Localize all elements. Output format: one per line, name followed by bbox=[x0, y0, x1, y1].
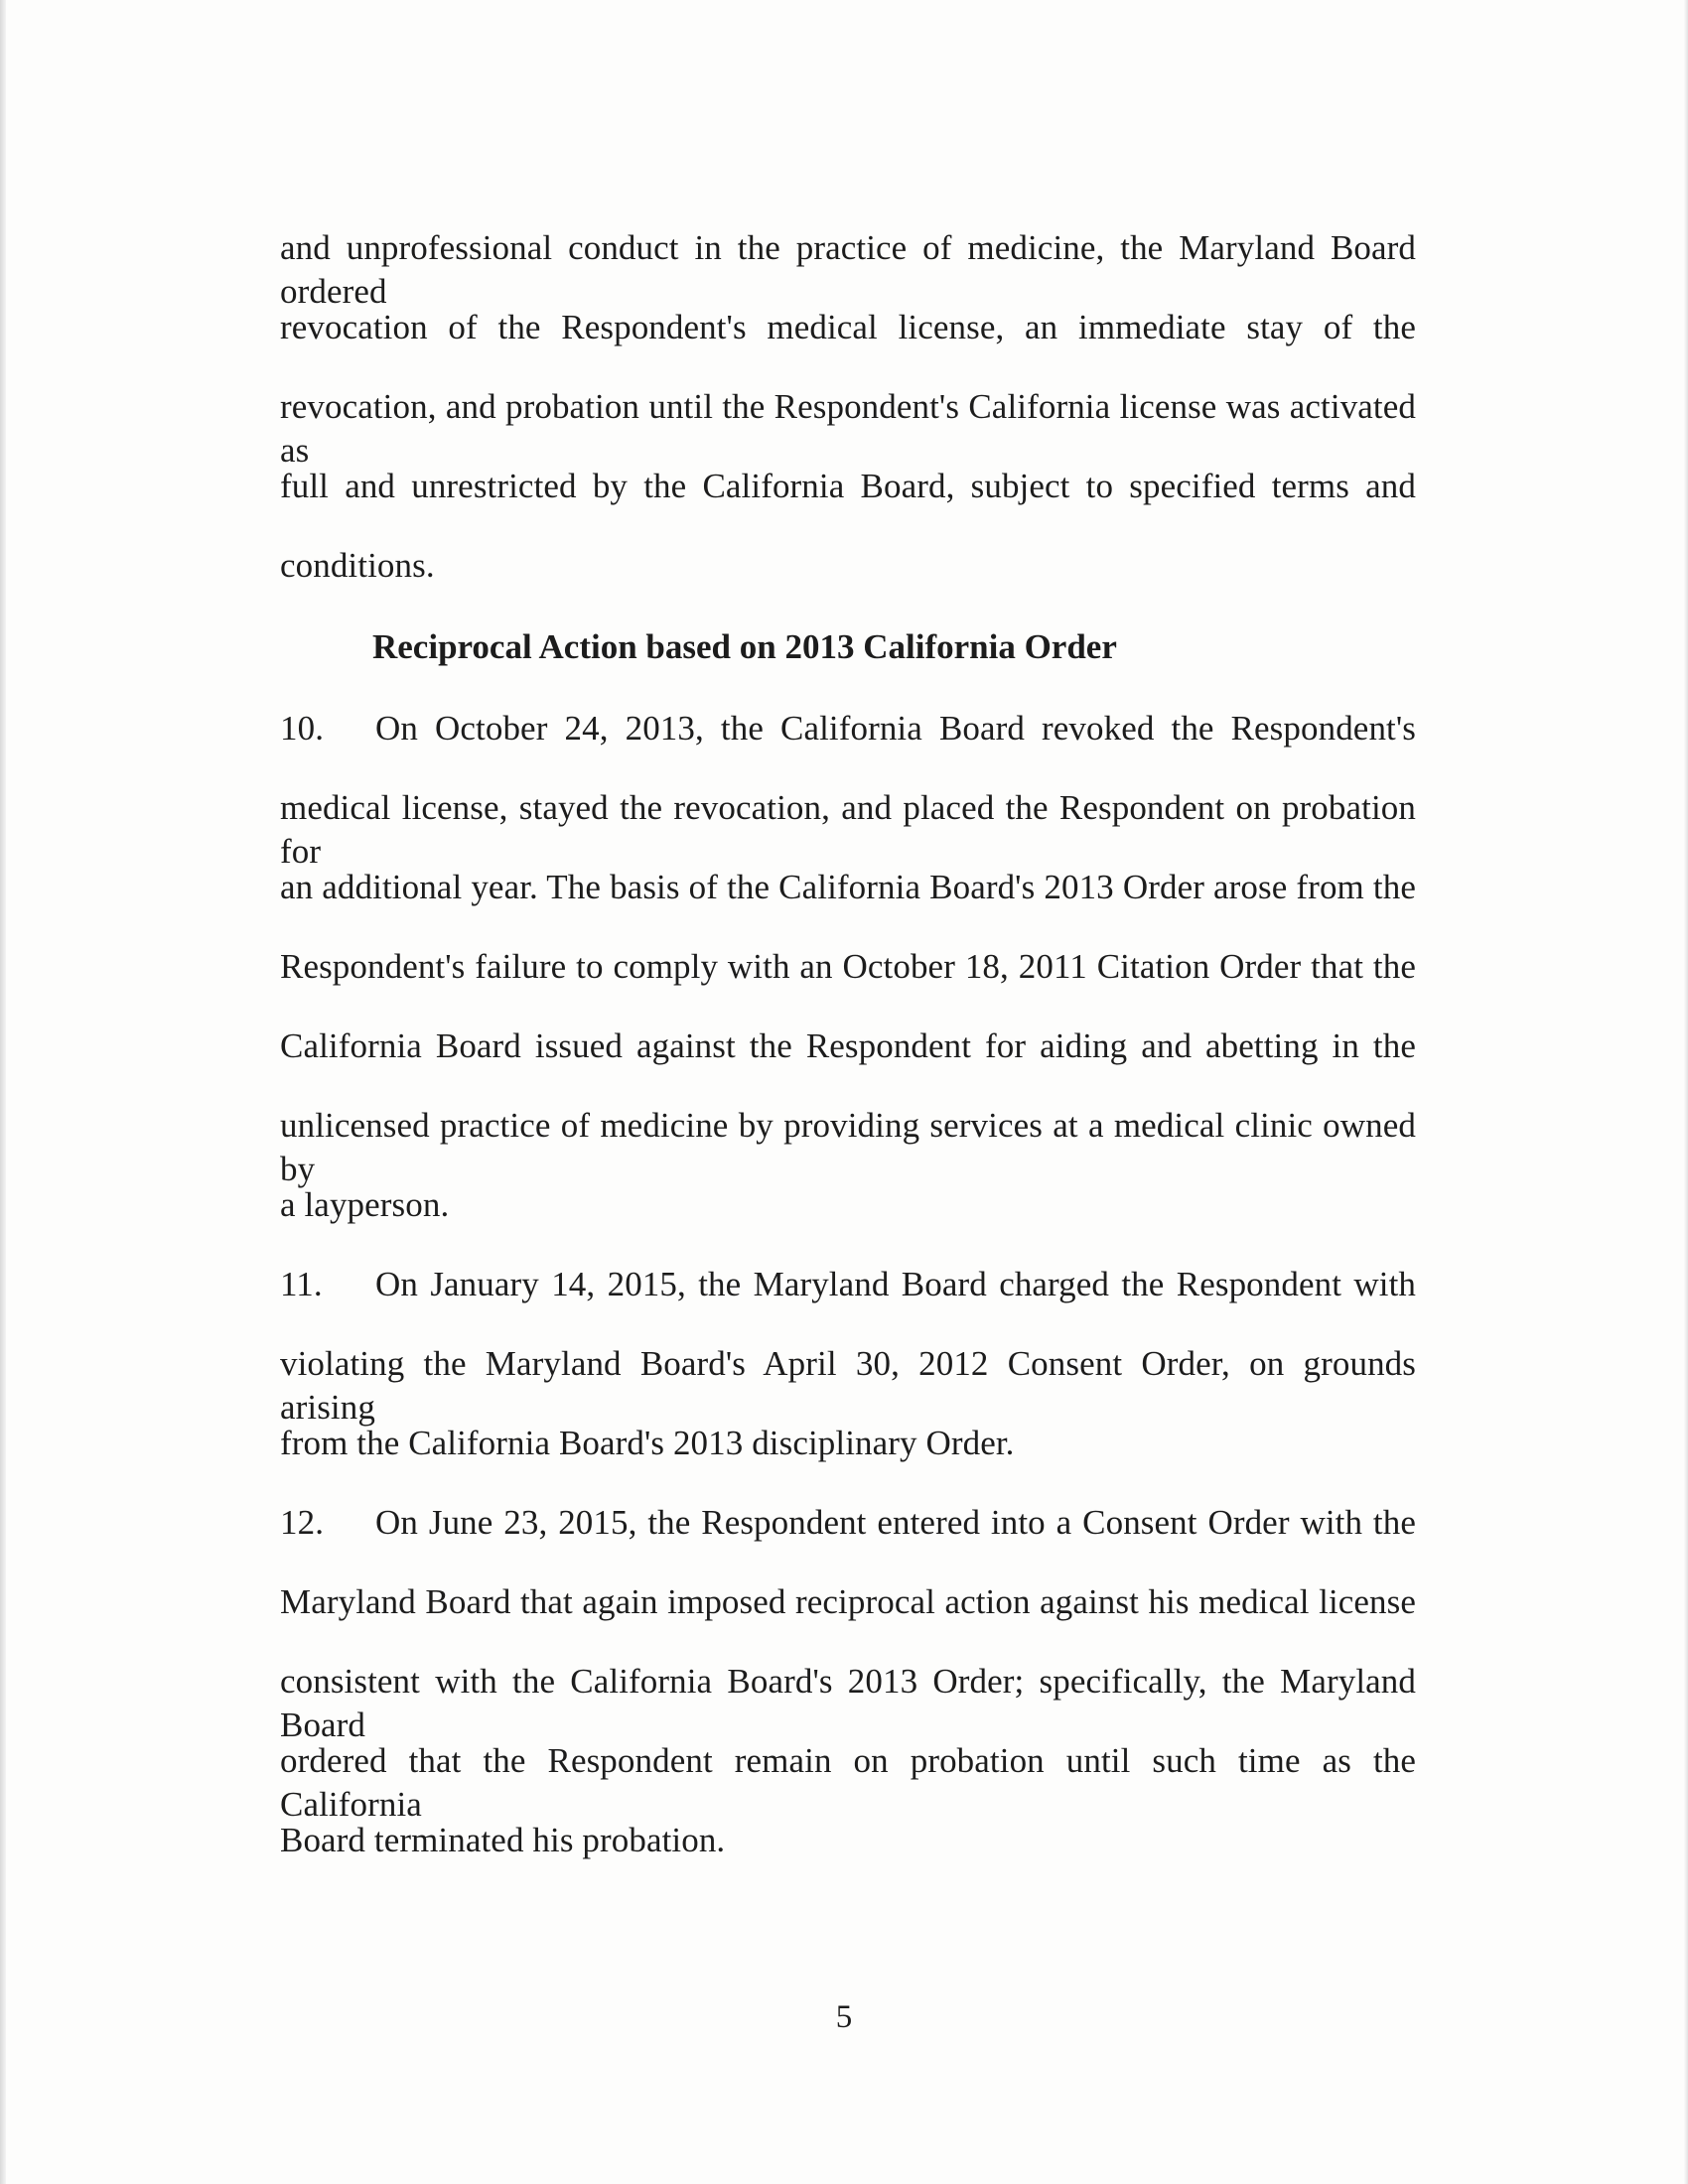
text-line: revocation of the Respondent's medical license, an immediate stay of the bbox=[280, 308, 1416, 346]
text-line: medical license, stayed the revocation, and placed the Respondent on probation for bbox=[280, 788, 1416, 871]
text-line: an additional year. The basis of the California Board's 2013 Order arose from the bbox=[280, 868, 1416, 906]
text-line: Board terminated his probation. bbox=[280, 1821, 726, 1859]
paragraph-number: 11. bbox=[280, 1265, 323, 1303]
text-line-first bbox=[280, 1263, 1416, 1306]
scan-edge-left bbox=[0, 0, 6, 2184]
text-line: from the California Board's 2013 disciplinary Order. bbox=[280, 1424, 1015, 1462]
text-line: conditions. bbox=[280, 546, 435, 585]
text-line: ordered that the Respondent remain on probation until such time as the California bbox=[280, 1741, 1416, 1824]
text-line: and unprofessional conduct in the practice of medicine, the Maryland Board ordered bbox=[280, 228, 1416, 311]
paragraph-number: 10. bbox=[280, 709, 325, 748]
text-line-first bbox=[280, 1501, 1416, 1545]
text-line: Maryland Board that again imposed reciprocal action against his medical license bbox=[280, 1582, 1416, 1621]
paragraph-first-line: On June 23, 2015, the Respondent entered into a Consent Order with the bbox=[375, 1503, 1416, 1542]
text-line-first bbox=[280, 707, 1416, 751]
text-line: unlicensed practice of medicine by providing services at a medical clinic owned by bbox=[280, 1106, 1416, 1188]
text-line: revocation, and probation until the Respondent's California license was activated as bbox=[280, 387, 1416, 470]
page-number: 5 bbox=[835, 1999, 853, 2035]
scan-edge-right bbox=[1684, 0, 1688, 2184]
section-heading: Reciprocal Action based on 2013 California Order bbox=[372, 627, 1117, 666]
paragraph-number: 12. bbox=[280, 1503, 325, 1542]
paragraph-first-line: On October 24, 2013, the California Board revoked the Respondent's bbox=[375, 709, 1416, 748]
text-line: violating the Maryland Board's April 30, 2012 Consent Order, on grounds arising bbox=[280, 1344, 1416, 1427]
text-line: full and unrestricted by the California Board, subject to specified terms and bbox=[280, 467, 1416, 505]
text-line: consistent with the California Board's 2013 Order; specifically, the Maryland Board bbox=[280, 1662, 1416, 1744]
paragraph-first-line: On January 14, 2015, the Maryland Board charged the Respondent with bbox=[375, 1265, 1416, 1303]
text-line: Respondent's failure to comply with an October 18, 2011 Citation Order that the bbox=[280, 947, 1416, 986]
text-line: a layperson. bbox=[280, 1185, 450, 1224]
text-line: California Board issued against the Respondent for aiding and abetting in the bbox=[280, 1026, 1416, 1065]
